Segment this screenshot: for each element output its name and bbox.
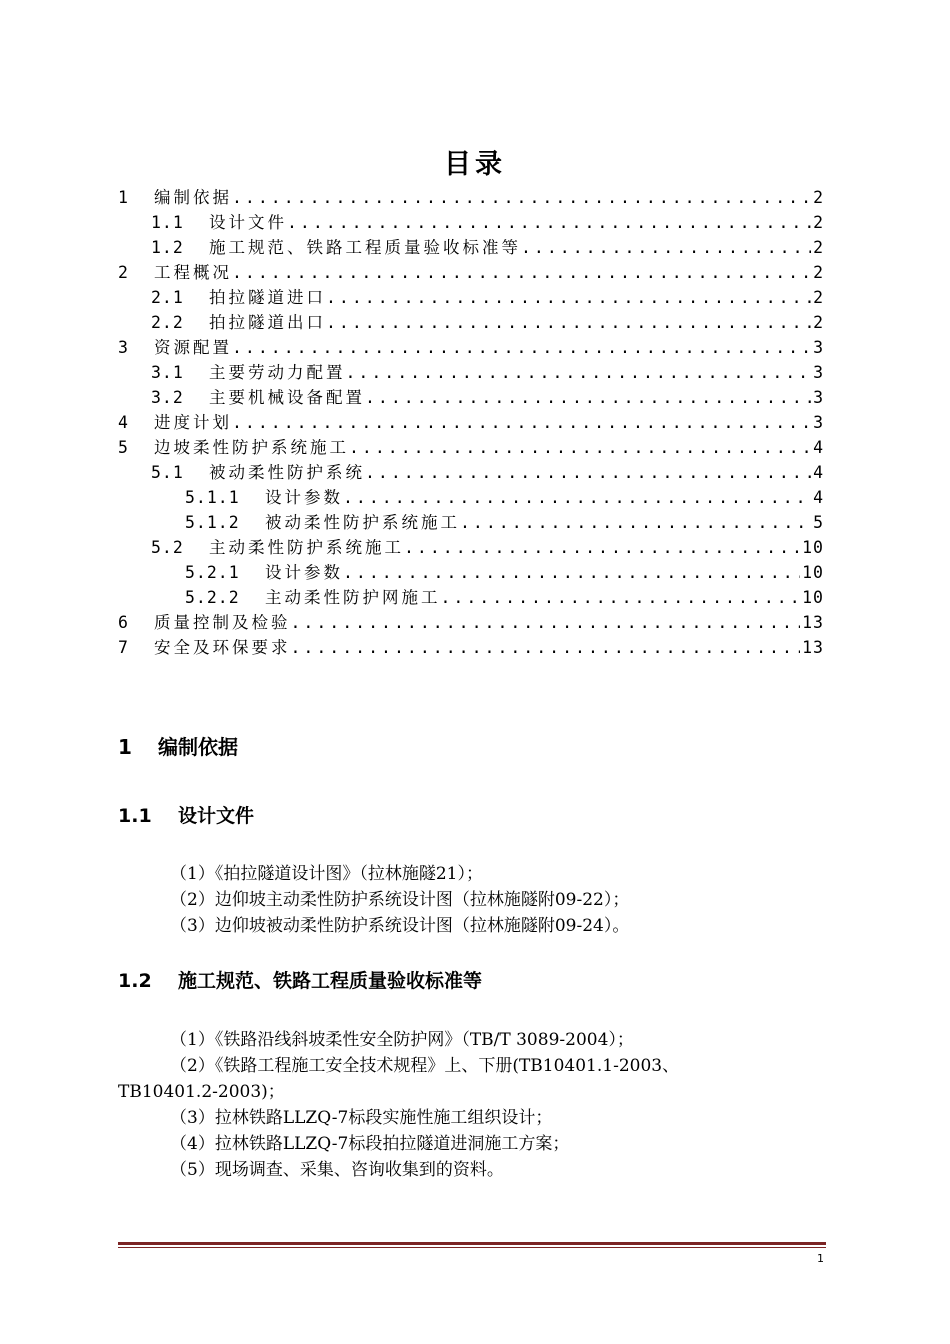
toc-dot-leader — [365, 388, 811, 407]
toc-entry-title: 拍拉隧道出口 — [209, 313, 326, 332]
toc-entry-page: 2 — [813, 213, 824, 232]
toc-entry[interactable] — [118, 284, 824, 309]
toc-entry-page: 2 — [813, 188, 824, 207]
toc-entry-number: 3 — [118, 338, 129, 357]
toc-entry-number: 3.2 — [151, 388, 184, 407]
toc-dot-leader — [326, 288, 811, 307]
toc-entry-title: 设计文件 — [209, 213, 287, 232]
toc-entry-number: 5.2.2 — [185, 588, 240, 607]
section-title: 设计文件 — [178, 805, 255, 827]
toc-entry-title: 设计参数 — [265, 488, 343, 507]
list-item: （1）《铁路沿线斜坡柔性安全防护网》（TB/T 3089-2004）； — [170, 1030, 634, 1050]
toc-entry-number: 2 — [118, 263, 129, 282]
toc-entry-number: 5.1.1 — [185, 488, 240, 507]
toc-entry[interactable] — [118, 534, 824, 559]
toc-entry[interactable] — [118, 234, 824, 259]
list-item: （5）现场调查、采集、咨询收集到的资料。 — [170, 1160, 504, 1180]
toc-dot-leader — [232, 263, 811, 282]
toc-entry[interactable] — [118, 259, 824, 284]
toc-entry-page: 13 — [802, 638, 824, 657]
toc-entry-page: 10 — [802, 588, 824, 607]
toc-entry-title: 安全及环保要求 — [154, 638, 291, 657]
toc-entry[interactable] — [118, 334, 824, 359]
toc-entry-title: 工程概况 — [154, 263, 232, 282]
toc-dot-leader — [232, 338, 811, 357]
toc-entry-title: 资源配置 — [154, 338, 232, 357]
section-heading-1-2 — [118, 966, 482, 993]
table-of-contents — [118, 184, 824, 659]
toc-entry[interactable] — [118, 459, 824, 484]
toc-dot-leader — [232, 188, 811, 207]
toc-entry-title: 被动柔性防护系统 — [209, 463, 365, 482]
toc-entry-title: 进度计划 — [154, 413, 232, 432]
list-item: （3）边仰坡被动柔性防护系统设计图（拉林施隧附09-24）。 — [170, 916, 630, 936]
toc-dot-leader — [343, 563, 800, 582]
standards-list — [118, 1027, 778, 1183]
toc-entry-page: 3 — [813, 388, 824, 407]
toc-entry-page: 10 — [802, 538, 824, 557]
toc-entry-title: 设计参数 — [265, 563, 343, 582]
toc-dot-leader — [365, 463, 811, 482]
toc-entry-title: 施工规范、铁路工程质量验收标准等 — [209, 238, 521, 257]
toc-entry-page: 4 — [813, 463, 824, 482]
toc-dot-leader — [521, 238, 811, 257]
toc-entry-number: 5 — [118, 438, 129, 457]
toc-entry-title: 主要机械设备配置 — [209, 388, 365, 407]
toc-entry-page: 2 — [813, 263, 824, 282]
toc-entry-title: 质量控制及检验 — [154, 613, 291, 632]
toc-dot-leader — [460, 513, 811, 532]
toc-entry-page: 2 — [813, 288, 824, 307]
toc-dot-leader — [349, 438, 811, 457]
toc-entry[interactable] — [118, 209, 824, 234]
list-item: （3）拉林铁路LLZQ-7标段实施性施工组织设计； — [170, 1108, 553, 1128]
section-heading-1-1 — [118, 801, 254, 828]
toc-entry-number: 1.1 — [151, 213, 184, 232]
toc-dot-leader — [287, 213, 811, 232]
toc-entry-title: 边坡柔性防护系统施工 — [154, 438, 349, 457]
toc-entry-number: 3.1 — [151, 363, 184, 382]
toc-entry[interactable] — [118, 509, 824, 534]
section-number: 1 — [118, 735, 132, 759]
toc-dot-leader — [232, 413, 811, 432]
toc-entry[interactable] — [118, 409, 824, 434]
list-item: （1）《拍拉隧道设计图》（拉林施隧21）； — [170, 864, 483, 884]
section-heading-1 — [118, 731, 238, 760]
section-title: 施工规范、铁路工程质量验收标准等 — [178, 970, 483, 992]
toc-entry-number: 1.2 — [151, 238, 184, 257]
toc-dot-leader — [404, 538, 800, 557]
toc-entry-number: 6 — [118, 613, 129, 632]
toc-entry-page: 5 — [813, 513, 824, 532]
toc-entry-title: 主要劳动力配置 — [209, 363, 346, 382]
toc-entry-number: 1 — [118, 188, 129, 207]
toc-entry-number: 4 — [118, 413, 129, 432]
footer-rule — [118, 1242, 826, 1245]
toc-entry[interactable] — [118, 609, 824, 634]
toc-entry-title: 拍拉隧道进口 — [209, 288, 326, 307]
toc-dot-leader — [441, 588, 801, 607]
toc-entry-number: 2.1 — [151, 288, 184, 307]
section-title: 编制依据 — [158, 735, 238, 759]
toc-dot-leader — [343, 488, 811, 507]
toc-entry-page: 3 — [813, 363, 824, 382]
toc-entry-page: 4 — [813, 438, 824, 457]
toc-entry-number: 5.2.1 — [185, 563, 240, 582]
list-item: （2）边仰坡主动柔性防护系统设计图（拉林施隧附09-22）； — [170, 890, 630, 910]
toc-entry[interactable] — [118, 484, 824, 509]
toc-entry[interactable] — [118, 434, 824, 459]
toc-dot-leader — [291, 638, 801, 657]
footer-rule-thin — [118, 1247, 826, 1248]
toc-entry-number: 5.1.2 — [185, 513, 240, 532]
toc-entry[interactable] — [118, 309, 824, 334]
design-documents-list — [118, 861, 778, 939]
toc-dot-leader — [346, 363, 812, 382]
toc-dot-leader — [326, 313, 811, 332]
toc-entry-page: 3 — [813, 338, 824, 357]
toc-entry-title: 主动柔性防护网施工 — [265, 588, 441, 607]
toc-entry-page: 3 — [813, 413, 824, 432]
list-item: （2）《铁路工程施工安全技术规程》上、下册(TB10401.1-2003、TB10401.2-2003)； — [118, 1056, 680, 1102]
toc-dot-leader — [291, 613, 801, 632]
toc-entry-number: 2.2 — [151, 313, 184, 332]
toc-entry-title: 被动柔性防护系统施工 — [265, 513, 460, 532]
toc-entry-page: 10 — [802, 563, 824, 582]
section-number: 1.2 — [118, 970, 152, 992]
toc-entry-title: 主动柔性防护系统施工 — [209, 538, 404, 557]
page-number: 1 — [817, 1252, 824, 1265]
toc-entry[interactable] — [118, 184, 824, 209]
toc-entry-title: 编制依据 — [154, 188, 232, 207]
toc-title: 目录 — [444, 149, 506, 180]
toc-entry-number: 5.2 — [151, 538, 184, 557]
list-item: （4）拉林铁路LLZQ-7标段拍拉隧道进洞施工方案； — [170, 1134, 570, 1154]
toc-entry[interactable] — [118, 359, 824, 384]
toc-entry[interactable] — [118, 584, 824, 609]
toc-entry-page: 2 — [813, 313, 824, 332]
toc-entry[interactable] — [118, 634, 824, 659]
toc-entry-number: 7 — [118, 638, 129, 657]
toc-entry[interactable] — [118, 384, 824, 409]
toc-entry-page: 4 — [813, 488, 824, 507]
toc-entry-page: 13 — [802, 613, 824, 632]
toc-entry-number: 5.1 — [151, 463, 184, 482]
section-number: 1.1 — [118, 805, 152, 827]
toc-entry[interactable] — [118, 559, 824, 584]
toc-entry-page: 2 — [813, 238, 824, 257]
